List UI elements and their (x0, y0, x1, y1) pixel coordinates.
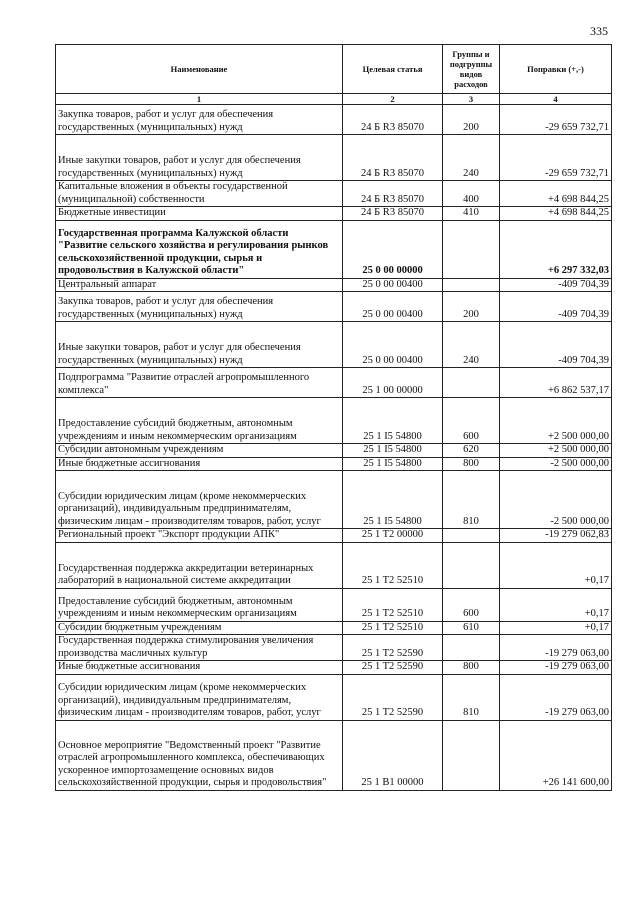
row-expense-group: 800 (443, 457, 500, 471)
row-amendment: -409 704,39 (500, 322, 612, 368)
row-expense-group (443, 720, 500, 790)
row-amendment: +0,17 (500, 621, 612, 635)
row-amendment: -2 500 000,00 (500, 471, 612, 529)
row-amendment: +2 500 000,00 (500, 398, 612, 444)
row-target-article: 24 Б R3 85070 (343, 105, 443, 135)
row-amendment: +0,17 (500, 588, 612, 621)
header-name: Наименование (56, 45, 343, 94)
column-number: 3 (443, 94, 500, 105)
row-amendment: -19 279 063,00 (500, 635, 612, 661)
row-target-article: 24 Б R3 85070 (343, 181, 443, 207)
budget-amendments-table (55, 44, 612, 791)
table-header-row (56, 45, 612, 94)
table-row (56, 457, 612, 471)
row-name: Субсидии автономным учреждениям (56, 444, 343, 458)
row-amendment: -2 500 000,00 (500, 457, 612, 471)
table-row (56, 529, 612, 543)
column-number: 4 (500, 94, 612, 105)
row-expense-group (443, 529, 500, 543)
table-row (56, 471, 612, 529)
column-number-row (56, 94, 612, 105)
row-amendment: -19 279 063,00 (500, 661, 612, 675)
row-name: Региональный проект "Экспорт продукции АПК" (56, 529, 343, 543)
row-amendment: +26 141 600,00 (500, 720, 612, 790)
row-name: Закупка товаров, работ и услуг для обеспечения государственных (муниципальных) нужд (56, 105, 343, 135)
row-expense-group: 620 (443, 444, 500, 458)
row-amendment: +0,17 (500, 542, 612, 588)
row-expense-group: 610 (443, 621, 500, 635)
table-row (56, 368, 612, 398)
row-expense-group: 800 (443, 661, 500, 675)
row-name: Субсидии юридическим лицам (кроме некоммерческих организаций), индивидуальным предпринимателям, физическим лицам - производителям товаров, работ, услуг (56, 674, 343, 720)
row-name: Иные бюджетные ассигнования (56, 457, 343, 471)
table-row (56, 292, 612, 322)
row-expense-group: 240 (443, 322, 500, 368)
row-expense-group (443, 278, 500, 292)
row-expense-group (443, 635, 500, 661)
row-amendment: -409 704,39 (500, 292, 612, 322)
row-expense-group (443, 368, 500, 398)
row-target-article: 25 1 I5 54800 (343, 398, 443, 444)
row-target-article: 24 Б R3 85070 (343, 135, 443, 181)
row-name: Государственная поддержка аккредитации ветеринарных лабораторий в национальной системе аккредитации (56, 542, 343, 588)
row-expense-group (443, 220, 500, 278)
row-target-article: 25 1 T2 00000 (343, 529, 443, 543)
row-amendment: +6 297 332,03 (500, 220, 612, 278)
row-expense-group: 410 (443, 207, 500, 221)
row-name: Капитальные вложения в объекты государственной (муниципальной) собственности (56, 181, 343, 207)
row-target-article: 25 1 T2 52510 (343, 621, 443, 635)
row-name: Закупка товаров, работ и услуг для обеспечения государственных (муниципальных) нужд (56, 292, 343, 322)
row-target-article: 25 1 T2 52510 (343, 588, 443, 621)
row-amendment: +2 500 000,00 (500, 444, 612, 458)
row-name: Бюджетные инвестиции (56, 207, 343, 221)
row-target-article: 25 1 00 00000 (343, 368, 443, 398)
row-name: Иные бюджетные ассигнования (56, 661, 343, 675)
row-target-article: 25 1 I5 54800 (343, 471, 443, 529)
row-target-article: 25 1 T2 52510 (343, 542, 443, 588)
row-target-article: 25 1 B1 00000 (343, 720, 443, 790)
row-target-article: 25 1 T2 52590 (343, 635, 443, 661)
table-row (56, 674, 612, 720)
row-amendment: -29 659 732,71 (500, 135, 612, 181)
row-name: Субсидии бюджетным учреждениям (56, 621, 343, 635)
row-name: Государственная поддержка стимулирования увеличения производства масличных культур (56, 635, 343, 661)
header-amendments: Поправки (+,-) (500, 45, 612, 94)
row-target-article: 25 1 I5 54800 (343, 444, 443, 458)
row-amendment: -19 279 063,00 (500, 674, 612, 720)
row-target-article: 25 1 T2 52590 (343, 661, 443, 675)
row-name: Субсидии юридическим лицам (кроме некоммерческих организаций), индивидуальным предпринимателям, физическим лицам - производителям товаров, работ, услуг (56, 471, 343, 529)
table-row (56, 720, 612, 790)
row-expense-group: 400 (443, 181, 500, 207)
row-expense-group: 810 (443, 471, 500, 529)
table-row (56, 135, 612, 181)
row-name: Предоставление субсидий бюджетным, автономным учреждениям и иным некоммерческим организациям (56, 398, 343, 444)
row-expense-group: 600 (443, 588, 500, 621)
row-amendment: +6 862 537,17 (500, 368, 612, 398)
header-expense-group: Группы и подгруппы видов расходов (443, 45, 500, 94)
table-row (56, 621, 612, 635)
table-row (56, 661, 612, 675)
header-target-article: Целевая статья (343, 45, 443, 94)
row-name: Центральный аппарат (56, 278, 343, 292)
row-expense-group: 200 (443, 292, 500, 322)
row-name: Основное мероприятие "Ведомственный проект "Развитие отраслей агропромышленного комплекса, обеспечивающих ускоренное импортозамещение основных видов сельскохозяйственной продукции, сырья и продовольствия" (56, 720, 343, 790)
row-expense-group (443, 542, 500, 588)
row-expense-group: 810 (443, 674, 500, 720)
row-target-article: 25 0 00 00400 (343, 278, 443, 292)
table-row (56, 207, 612, 221)
column-number: 1 (56, 94, 343, 105)
row-name: Иные закупки товаров, работ и услуг для обеспечения государственных (муниципальных) нужд (56, 135, 343, 181)
row-amendment: +4 698 844,25 (500, 181, 612, 207)
row-amendment: -29 659 732,71 (500, 105, 612, 135)
row-amendment: -19 279 062,83 (500, 529, 612, 543)
row-expense-group: 600 (443, 398, 500, 444)
row-target-article: 24 Б R3 85070 (343, 207, 443, 221)
row-name: Иные закупки товаров, работ и услуг для обеспечения государственных (муниципальных) нужд (56, 322, 343, 368)
row-target-article: 25 0 00 00000 (343, 220, 443, 278)
table-row (56, 220, 612, 278)
row-name: Государственная программа Калужской области "Развитие сельского хозяйства и регулирования рынков сельскохозяйственной продукции, сырья и продовольствия в Калужской области" (56, 220, 343, 278)
table-row (56, 588, 612, 621)
table-row (56, 635, 612, 661)
row-expense-group: 200 (443, 105, 500, 135)
table-row (56, 444, 612, 458)
row-name: Подпрограмма "Развитие отраслей агропромышленного комплекса" (56, 368, 343, 398)
table-row (56, 181, 612, 207)
row-name: Предоставление субсидий бюджетным, автономным учреждениям и иным некоммерческим организациям (56, 588, 343, 621)
row-target-article: 25 1 T2 52590 (343, 674, 443, 720)
row-amendment: -409 704,39 (500, 278, 612, 292)
row-amendment: +4 698 844,25 (500, 207, 612, 221)
row-target-article: 25 0 00 00400 (343, 322, 443, 368)
table-row (56, 105, 612, 135)
table-row (56, 398, 612, 444)
page-number: 335 (590, 24, 608, 38)
row-target-article: 25 0 00 00400 (343, 292, 443, 322)
column-number: 2 (343, 94, 443, 105)
row-target-article: 25 1 I5 54800 (343, 457, 443, 471)
table-row (56, 278, 612, 292)
table-row (56, 322, 612, 368)
row-expense-group: 240 (443, 135, 500, 181)
table-row (56, 542, 612, 588)
